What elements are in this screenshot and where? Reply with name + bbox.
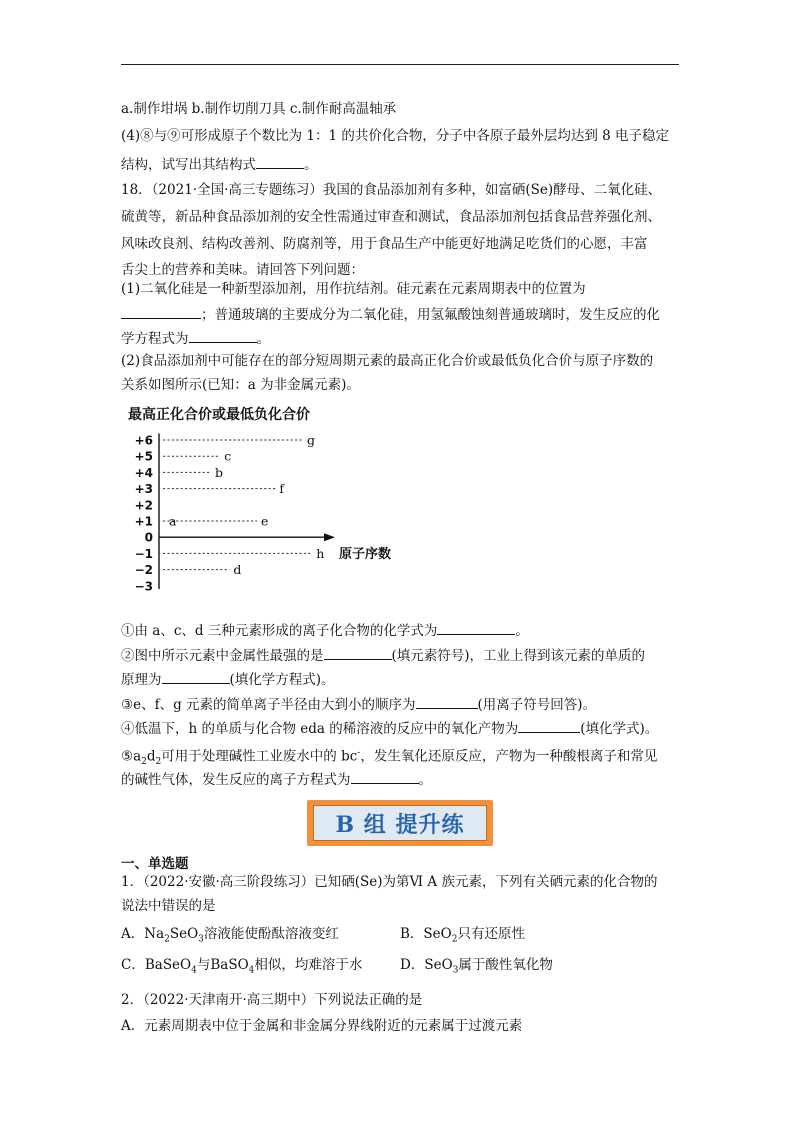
answer-blank[interactable]: [324, 645, 392, 660]
y-tick-label: −3: [134, 579, 153, 594]
banner-label: B 组 提升练: [313, 805, 487, 841]
mcq-1-line-1: 1．（2022·安徽·高三阶段练习）已知硒(Se)为第Ⅵ A 族元素，下列有关硒元素的化合物的: [121, 874, 658, 890]
section-heading: 一、单选题: [121, 856, 189, 872]
answer-blank[interactable]: [351, 769, 419, 784]
sub-1-line-3: 学方程式为 。: [121, 328, 270, 348]
question-18-line-2: 硫黄等，新品种食品添加剂的安全性需通过审查和测试，食品添加剂包括食品营养强化剂、: [121, 209, 661, 225]
sub-q6-line: $⑤a_2d_2$可用于处理碱性工业废水中的 bc-，发生氧化还原反应，产物为一种酸根离子和常见: [121, 748, 658, 768]
point-label-f: f: [279, 481, 285, 497]
option-b[interactable]: B．SeO$_2$只有还原性: [400, 926, 525, 945]
y-tick-label: −2: [134, 563, 153, 578]
sub-q3-line: 原理为 (填化学方程式)。: [121, 669, 335, 689]
sub-q4-line: ③e、f、g 元素的简单离子半径由大到小的顺序为 (用离子符号回答)。: [121, 694, 596, 714]
point-label-g: g: [307, 432, 316, 448]
mcq-2-line-1: 2．（2022·天津南开·高三期中）下列说法正确的是: [121, 992, 423, 1008]
option-c[interactable]: C．BaSeO$_4$与BaSO$_4$相似，均难溶于水: [121, 957, 363, 976]
answer-blank[interactable]: [121, 304, 201, 319]
point-label-c: c: [224, 448, 232, 464]
answer-blank[interactable]: [189, 328, 257, 343]
answer-blank[interactable]: [416, 694, 478, 709]
sub-q1-line: ①由 a、c、d 三种元素形成的离子化合物的化学式为 。: [121, 620, 529, 640]
sub-1-line-1: (1)二氧化硅是一种新型添加剂，用作抗结剂。硅元素在元素周期表中的位置为: [121, 281, 586, 297]
answer-blank[interactable]: [256, 154, 304, 169]
option-a[interactable]: A．$Na_2SeO_3$溶液能使酚酞溶液变红: [121, 926, 339, 945]
question-18-line-3: 风味改良剂、结构改善剂、防腐剂等，用于食品生产中能更好地满足吃货们的心愿，丰富: [121, 236, 648, 252]
mcq-2-line-2: A．元素周期表中位于金属和非金属分界线附近的元素属于过渡元素: [121, 1018, 523, 1034]
y-tick-label: +1: [134, 514, 153, 529]
x-axis-arrow: [324, 533, 335, 541]
sub-1-line-2: ；普通玻璃的主要成分为二氧化硅，用氢氟酸蚀刻普通玻璃时，发生反应的化: [121, 304, 660, 324]
question-18-line-1: 18．（2021·全国·高三专题练习）我国的食品添加剂有多种，如富硒(Se)酵母、二氧化硅、: [121, 182, 662, 198]
mcq-1-line-2: 说法中错误的是: [121, 898, 216, 914]
chart-title: 最高正化合价或最低负化合价: [128, 407, 310, 423]
point-label-a: a: [169, 513, 177, 529]
y-tick-label: +5: [134, 449, 153, 464]
section-banner: [307, 800, 493, 846]
point-label-d: d: [233, 562, 242, 578]
sub-q7-line: 的碱性气体，发生反应的离子方程式为 。: [121, 769, 432, 789]
options-line: a.制作坩埚 b.制作切削刀具 c.制作耐高温轴承: [121, 101, 397, 117]
header-rule: [121, 64, 679, 65]
y-tick-label: −1: [134, 546, 153, 561]
point-label-h: h: [316, 545, 325, 561]
question-4-line-1: (4)⑧与⑨可形成原子个数比为 1：1 的共价化合物，分子中各原子最外层均达到 8 电子稳定: [121, 128, 670, 144]
y-tick-label: 0: [144, 530, 153, 545]
answer-blank[interactable]: [162, 669, 230, 684]
valence-chart: [121, 420, 392, 605]
point-label-e: e: [261, 513, 269, 529]
sub-q2-line: ②图中所示元素中金属性最强的是 (填元素符号)，工业上得到该元素的单质的: [121, 645, 645, 665]
y-tick-label: +4: [134, 465, 153, 480]
y-tick-label: +6: [134, 433, 153, 448]
point-label-b: b: [215, 464, 224, 480]
option-d[interactable]: D．SeO$_3$属于酸性氧化物: [400, 957, 553, 976]
sub-q5-line: ④低温下，h 的单质与化合物 eda 的稀溶液的反应中的氧化产物为 (填化学式)。: [121, 718, 658, 738]
sub-2-line-1: (2)食品添加剂中可能存在的部分短周期元素的最高正化合价或最低负化合价与原子序数的: [121, 353, 654, 369]
question-4-line-2: 结构，试写出其结构式 。: [121, 154, 318, 174]
answer-blank[interactable]: [437, 620, 515, 635]
y-tick-label: +2: [134, 498, 153, 513]
sub-2-line-2: 关系如图所示(已知：a 为非金属元素)。: [121, 377, 360, 393]
answer-blank[interactable]: [518, 718, 580, 733]
y-tick-label: +3: [134, 482, 153, 497]
question-18-line-4: 舌尖上的营养和美味。请回答下列问题：: [121, 262, 364, 278]
x-axis-label: 原子序数: [339, 547, 392, 563]
